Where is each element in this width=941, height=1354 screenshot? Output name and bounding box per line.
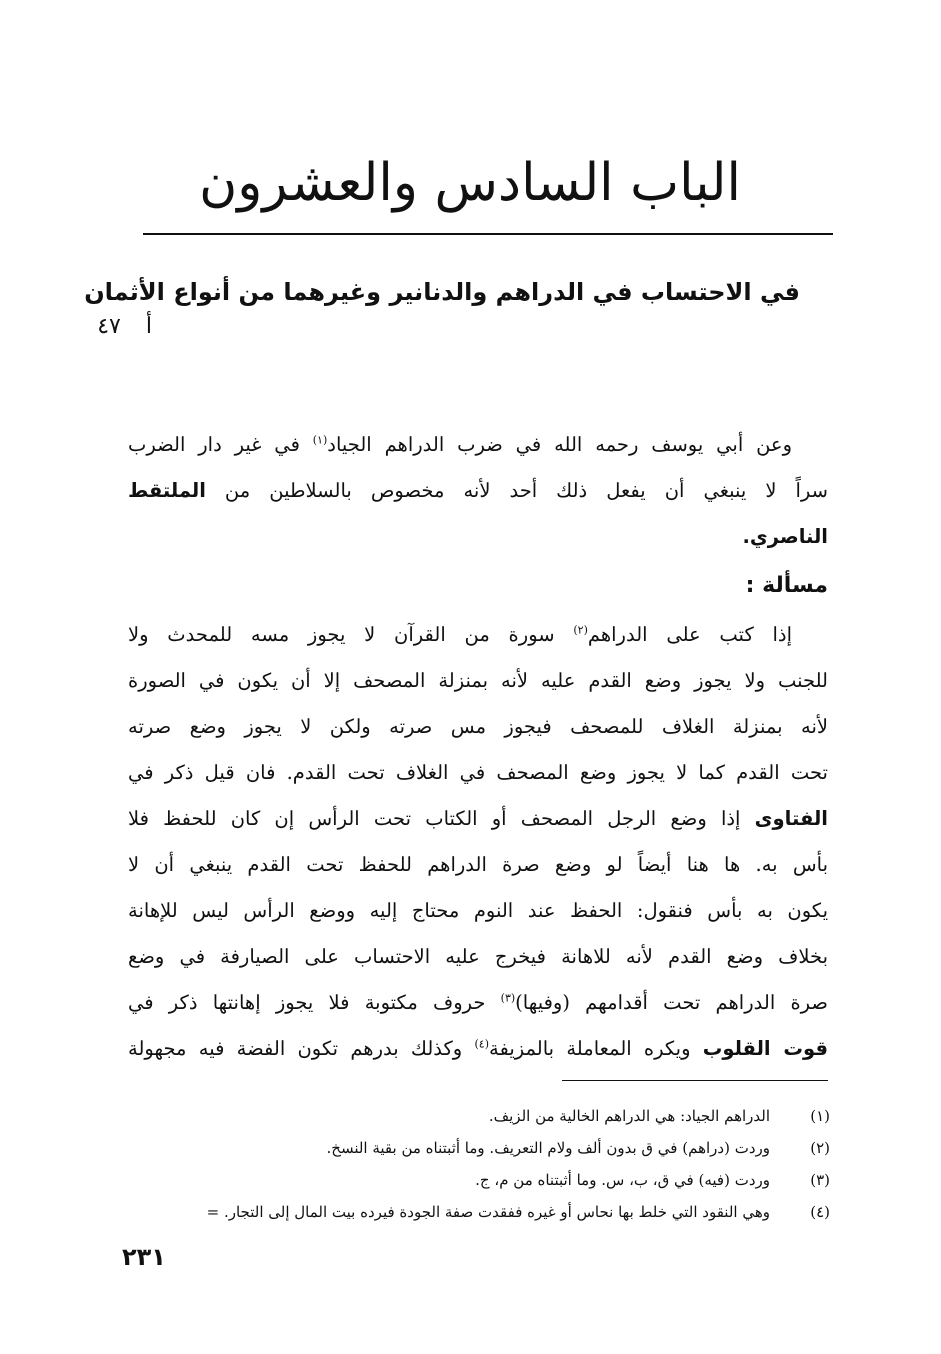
text-line: للجنب ولا يجوز وضع القدم عليه لأنه بمنزلة المصحف إلا أن يكون في الصورة: [128, 669, 828, 692]
paragraph-masala: [128, 612, 828, 1072]
manuscript-margin-reference: [62, 312, 152, 342]
text-line: إذا كتب على الدراهم$^{(٢)}$ سورة من القرآن لا يجوز مسه للمحدث ولا: [128, 623, 792, 646]
footnote-text: وردت (دراهم) في ق بدون ألف ولام التعريف. وما أثبتناه من بقية النسخ.: [326, 1139, 770, 1157]
text-line: بخلاف وضع القدم لأنه للاهانة فيخرج عليه الاحتساب على الصيارفة في وضع: [128, 945, 828, 968]
text-line: [128, 514, 828, 560]
footnote-text: وردت (فيه) في ق، ب، س. وما أثبتناه من م، ج.: [475, 1171, 770, 1189]
footnote-number: (١): [810, 1107, 830, 1125]
manuscript-folio-number: ٤٧: [97, 314, 121, 339]
title-divider: [143, 233, 833, 235]
footnote-number: (٣): [810, 1171, 830, 1189]
text-line: الفتاوى إذا وضع الرجل المصحف أو الكتاب تحت الرأس إن كان للحفظ فلا: [128, 807, 828, 830]
section-heading-masala: مسألة :: [745, 573, 828, 598]
footnote-item: [100, 1132, 830, 1164]
source-title: قوت القلوب: [702, 1037, 829, 1060]
footnote-item: [100, 1164, 830, 1196]
source-title: الناصري.: [742, 525, 828, 548]
footnote-number: (٤): [810, 1203, 830, 1221]
text-line: لأنه بمنزلة الغلاف للمصحف فيجوز مس صرته ولكن لا يجوز وضع صرته: [128, 715, 828, 738]
text-line: تحت القدم كما لا يجوز وضع المصحف في الغلاف تحت القدم. فان قيل ذكر في: [128, 761, 828, 784]
source-title: الفتاوى: [754, 807, 828, 830]
page-number: ٢٣١: [122, 1243, 166, 1271]
paragraph-abu-yusuf: [128, 422, 828, 560]
chapter-subtitle: في الاحتساب في الدراهم والدنانير وغيرهما من أنواع الأثمان: [84, 278, 800, 306]
source-title: الملتقط: [128, 479, 206, 502]
footnotes-list: [100, 1100, 830, 1228]
footnote-marker: (٢): [573, 623, 588, 637]
footnote-number: (٢): [810, 1139, 830, 1157]
footnote-marker: (٤): [474, 1037, 489, 1051]
chapter-title: الباب السادس والعشرون: [199, 153, 741, 213]
footnote-item: [100, 1100, 830, 1132]
text-line: وعن أبي يوسف رحمه الله في ضرب الدراهم الجياد$^{(١)}$ في غير دار الضرب: [128, 433, 792, 456]
text-line: قوت القلوب ويكره المعاملة بالمزيفة$^{(٤)}$ وكذلك بدرهم تكون الفضة فيه مجهولة: [128, 1037, 829, 1060]
footnote-text: وهي النقود التي خلط بها نحاس أو غيره ففقدت صفة الجودة فيرده بيت المال إلى التجار. =: [206, 1203, 770, 1221]
text-line: صرة الدراهم تحت أقدامهم (وفيها)$^{(٣)}$ حروف مكتوبة فلا يجوز إهانتها ذكر في: [128, 991, 828, 1014]
footnote-divider: [562, 1080, 828, 1081]
footnote-text: الدراهم الجياد: هي الدراهم الخالية من الزيف.: [488, 1107, 770, 1125]
footnote-marker: (٣): [500, 991, 516, 1005]
text-line: يكون به بأس فنقول: الحفظ عند النوم محتاج إليه ووضع الرأس ليس للإهانة: [128, 899, 828, 922]
footnote-item: [100, 1196, 830, 1228]
manuscript-side-letter: أ: [145, 314, 152, 339]
text-line: سراً لا ينبغي أن يفعل ذلك أحد لأنه مخصوص بالسلاطين من الملتقط: [128, 479, 828, 502]
text-line: بأس به. ها هنا أيضاً لو وضع صرة الدراهم للحفظ تحت القدم ينبغي أن لا: [128, 853, 828, 876]
footnote-marker: (١): [312, 433, 328, 447]
